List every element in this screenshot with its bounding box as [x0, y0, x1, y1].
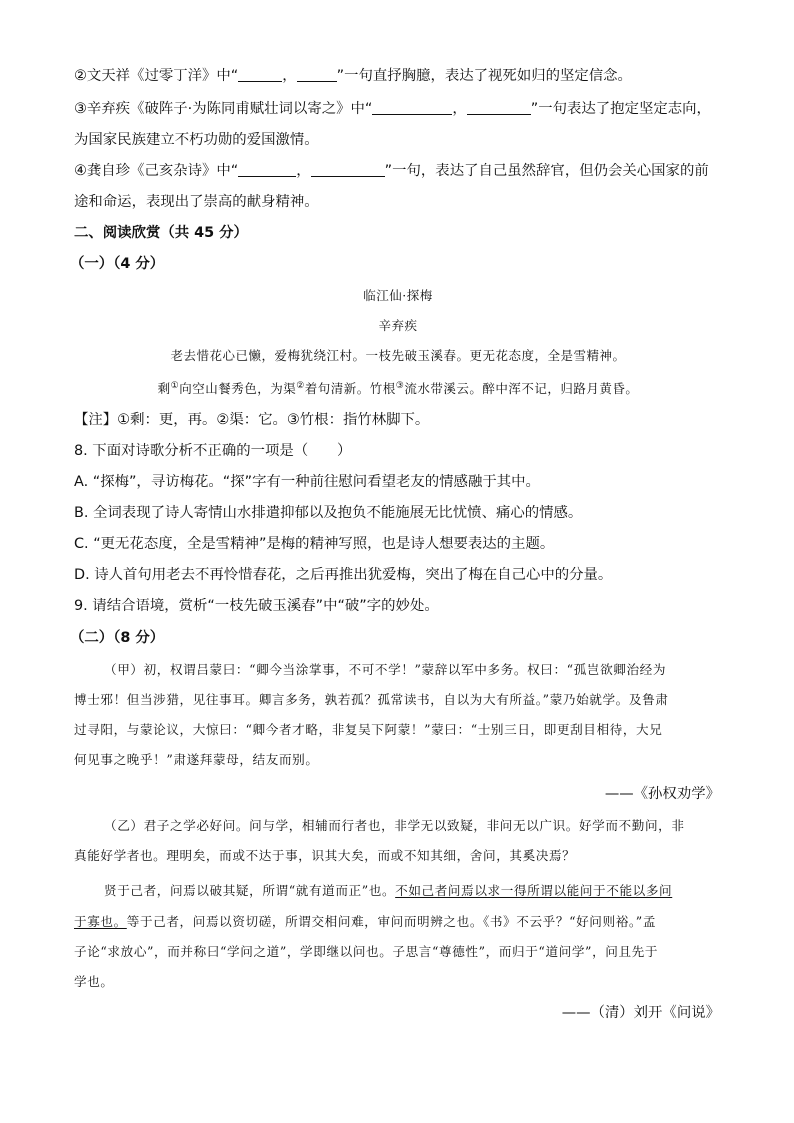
plain-text: 等于己者，问焉以资切磋，所谓交相问难，审问而明辨之也。《书》不云乎？“好问则裕。”孟: [126, 914, 657, 929]
passage-jia-line: 何见事之晚乎！”肃遂拜蒙母，结友而别。: [74, 752, 319, 767]
underlined-sentence: 不如己者问焉以求一得所谓以能问于不能以多问: [395, 883, 673, 898]
q3-sep: ，: [452, 101, 467, 117]
passage-yi-line: [74, 912, 722, 932]
passage-yi-line: （乙）君子之学必好问。问与学，相辅而行者也，非学无以致疑，非问无以广识。好学而不勤问，非: [104, 818, 685, 833]
part-1-heading: （一）（4 分）: [70, 256, 165, 272]
q3-suffix: ”一句表达了抱定坚定志向，: [530, 101, 711, 117]
answer-blank[interactable]: [372, 100, 452, 115]
passage-yi-line: [104, 881, 722, 901]
question-8: 8. 下面对诗歌分析不正确的一项是（ ）: [74, 443, 352, 459]
q3-prefix: ③辛弃疾《破阵子·为陈同甫赋壮词以寄之》中“: [74, 101, 373, 117]
question-9: 9. 请结合语境，赏析“一枝先破玉溪春”中“破”字的妙处。: [74, 598, 439, 614]
q4-sep: ，: [296, 163, 311, 179]
poem-note: 【注】①剩：更，再。②渠：它。③竹根：指竹林脚下。: [74, 412, 430, 428]
option-d[interactable]: D. 诗人首句用老去不再怜惜春花，之后再推出犹爱梅，突出了梅在自己心中的分量。: [74, 567, 613, 583]
poem-title: 临江仙·探梅: [363, 288, 433, 303]
poem-verse-2: [74, 376, 722, 399]
footnote-mark: ①: [170, 381, 180, 391]
q4-prefix: ④龚自珍《己亥杂诗》中“: [74, 163, 239, 179]
verse-segment: 着句清新。竹根: [304, 381, 396, 397]
underlined-sentence: 于寡也。: [74, 914, 127, 929]
verse-segment: 剩: [157, 381, 171, 397]
q2-sep: ，: [282, 68, 297, 84]
passage-yi-line: 子论“求放心”，而并称曰“学问之道”，学即继以问也。子思言“尊德性”，而归于“道问学”，问且先于: [74, 944, 659, 959]
question-4: [74, 161, 722, 181]
answer-blank[interactable]: [297, 67, 337, 82]
part-2-heading: （二）（8 分）: [70, 630, 165, 646]
section-heading: 二、阅读欣赏（共 45 分）: [74, 225, 248, 241]
answer-blank[interactable]: [467, 100, 531, 115]
plain-text: 贤于己者，问焉以破其疑，所谓“就有道而正”也。: [104, 883, 396, 898]
answer-blank[interactable]: [238, 162, 296, 177]
footnote-mark: ②: [296, 381, 305, 391]
poem-verse-1: 老去惜花心已懒，爱梅犹绕江村。一枝先破玉溪春。更无花态度，全是雪精神。: [170, 348, 626, 363]
passage-jia-line: （甲）初，权谓吕蒙曰：“卿今当涂掌事，不可不学！”蒙辞以军中多务。权曰：“孤岂欲卿治经为: [104, 662, 667, 677]
verse-segment: 向空山餐秀色，为渠: [179, 381, 297, 397]
q4-suffix: ”一句，表达了自己虽然辞官，但仍会关心国家的前: [384, 163, 709, 179]
question-2: [74, 66, 722, 86]
passage-jia-source: ——《孙权劝学》: [604, 786, 720, 802]
passage-yi-source: ——（清）刘开《问说》: [561, 1005, 720, 1021]
passage-jia-line: 博士邪！但当涉猎，见往事耳。卿言多务，孰若孤？孤常读书，自以为大有所益。”蒙乃始就学。及鲁肃: [74, 692, 669, 707]
q2-prefix: ②文天祥《过零丁洋》中“: [74, 68, 239, 84]
passage-jia-line: 过寻阳，与蒙论议，大惊曰：“卿今者才略，非复吴下阿蒙！”蒙曰：“士别三日，即更刮目相待，大兄: [74, 722, 663, 737]
q2-suffix: ”一句直抒胸臆，表达了视死如归的坚定信念。: [336, 68, 632, 84]
option-a[interactable]: A. “探梅”，寻访梅花。“探”字有一种前往慰问看望老友的情感融于其中。: [74, 474, 540, 490]
option-b[interactable]: B. 全词表现了诗人寄情山水排遣抑郁以及抱负不能施展无比忧愤、痛心的情感。: [74, 505, 583, 521]
answer-blank[interactable]: [238, 67, 282, 82]
poem-author: 辛弃疾: [378, 318, 418, 333]
passage-yi-line: 学也。: [74, 974, 114, 989]
question-4-line2: 途和命运，表现出了崇高的献身精神。: [74, 194, 319, 210]
verse-segment: 流水带溪云。醉中浑不记，归路月黄昏。: [404, 381, 639, 397]
answer-blank[interactable]: [311, 162, 385, 177]
question-3: [74, 99, 722, 119]
passage-yi-line: 真能好学者也。理明矣，而或不达于事，识其大矣，而或不知其细，舍问，其奚决焉？: [74, 848, 576, 863]
option-c[interactable]: C. “更无花态度，全是雪精神”是梅的精神写照，也是诗人想要表达的主题。: [74, 536, 555, 552]
question-3-line2: 为国家民族建立不朽功勋的爱国激情。: [74, 132, 319, 148]
footnote-mark: ③: [395, 381, 405, 391]
